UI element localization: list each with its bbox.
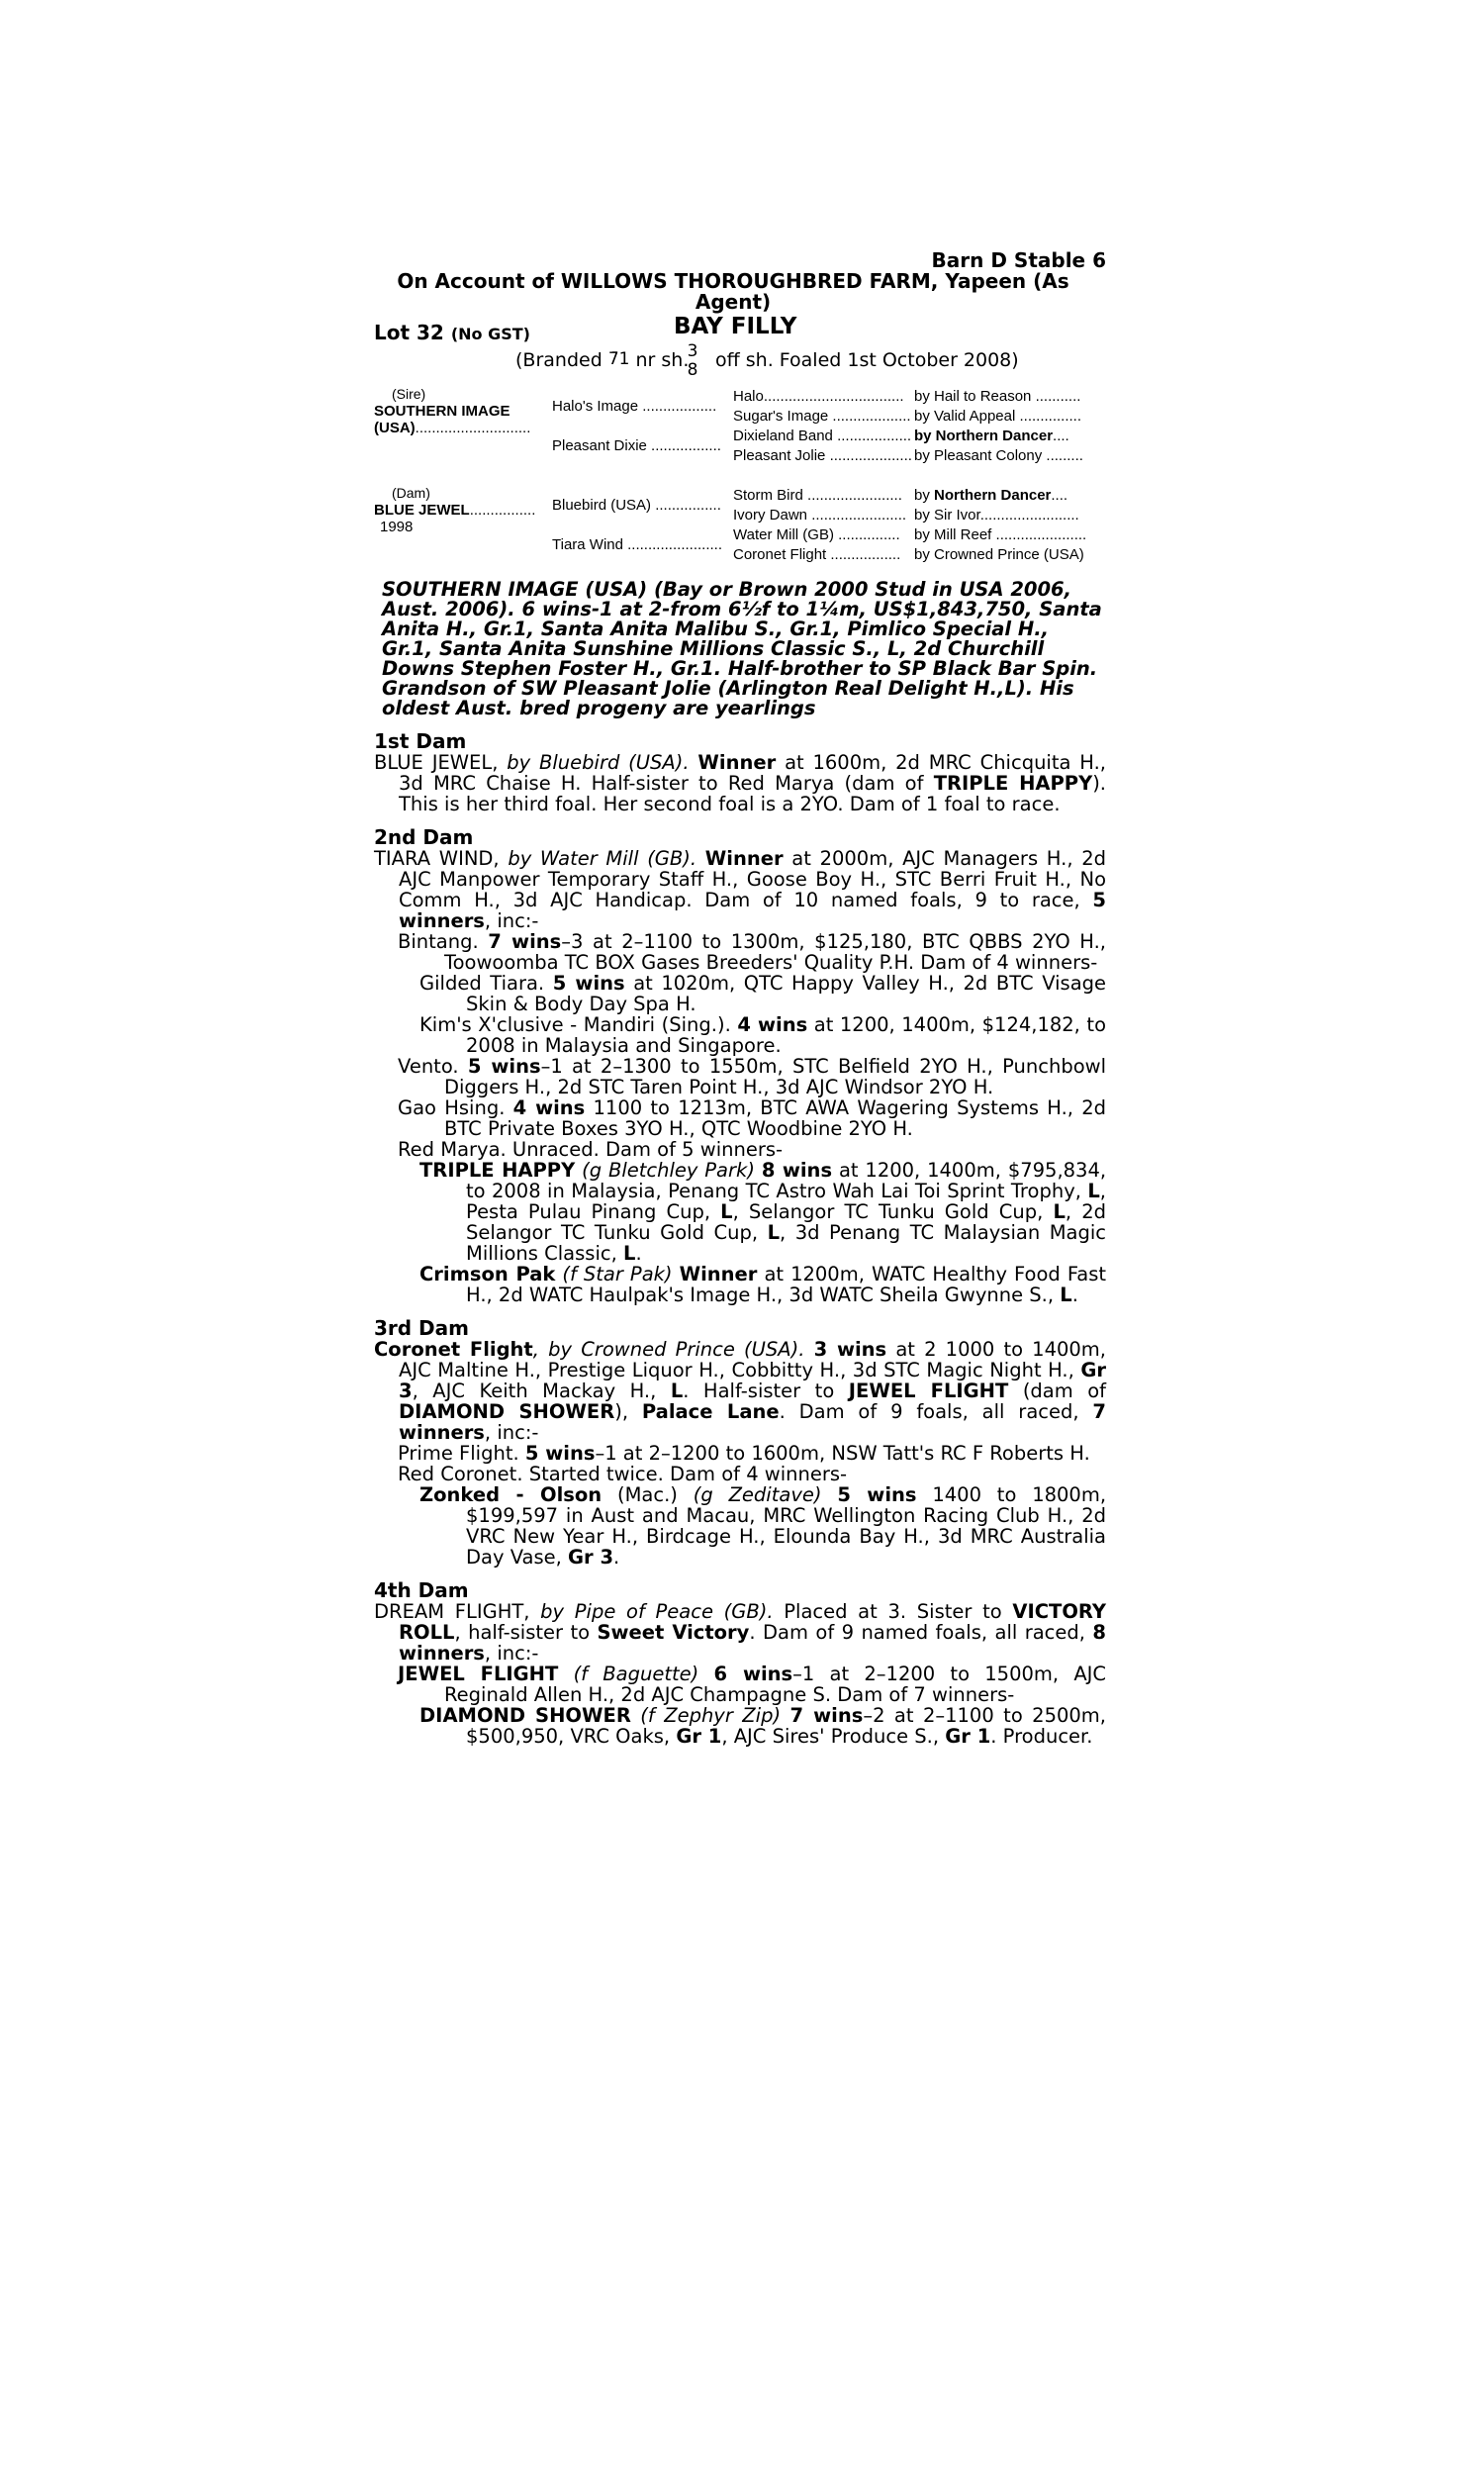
horse-sex-colour: BAY FILLY <box>674 314 797 339</box>
pedigree-g2-1: Halo's Image <box>552 397 639 415</box>
sire-summary: SOUTHERN IMAGE (USA) (Bay or Brown 2000 Stud in USA 2006, Aust. 2006). 6 wins-1 at 2-from 6½f to 1¼m, US$1,843,750, Santa Anita H., Gr.1, Santa Anita Malibu S., Gr.1, Pimlico Special H., Gr.1, Santa Anita Sunshine Millions Classic S., L, 2d Churchill Downs Stephen Foster H., Gr.1. Half-brother to SP Black Bar Spin. Grandson of SW Pleasant Jolie (Arlington Real Delight H.,L). His oldest Aust. bred progeny are yearlings <box>382 578 1102 719</box>
pedigree-g4-8: by Crowned Prince (USA) <box>914 545 1084 563</box>
third-dam-heading: 3rd Dam <box>374 1316 469 1340</box>
catalogue-page <box>374 250 1106 1747</box>
progeny-crimson-pak: Crimson Pak (f Star Pak) Winner at 1200m, WATC Healthy Food Fast H., 2d WATC Haulpak's Image H., 3d WATC Sheila Gwynne S., L. <box>419 1263 1107 1306</box>
second-dam-entry: TIARA WIND, by Water Mill (GB). Winner at 2000m, AJC Managers H., 2d AJC Manpower Temporary Staff H., Goose Boy H., STC Berri Fruit H., No Comm H., 3d AJC Handicap. Dam of 10 named foals, 9 to race, 5 winners, inc:- <box>374 847 1106 932</box>
pedigree-g4-4: by Pleasant Colony <box>914 446 1043 464</box>
progeny-gao-hsing: Gao Hsing. 4 wins 1100 to 1213m, BTC AWA Wagering Systems H., 2d BTC Private Boxes 3YO H., QTC Woodbine 2YO H. <box>398 1096 1106 1140</box>
second-dam-section <box>374 826 1106 1305</box>
progeny-red-coronet: Red Coronet. Started twice. Dam of 4 winners- <box>398 1463 848 1485</box>
brand-number: 3 8 <box>687 341 698 380</box>
pedigree-table: (Sire) SOUTHERN IMAGE (USA)............................ Halo's Image .................. Halo.................................. by Hail to Reason ........... Sugar's Image ................... by Valid Appeal ............... Pleasant Dixie ................. Dixieland Band .................. by Northern Dancer.... Pleasant Jolie .................... by Pleasant Colony ......... (Dam) BLUE JEWEL................ 1998 Bluebird (USA) ................ Storm Bird ....................... by Northern Dancer.... Ivory Dawn ....................... by Sir Ivor........................ Tiara Wind ....................... Water Mill (GB) ............... by Mill Reef ...................... Coronet Flight ................. by Crowned Prince (USA) <box>374 386 1087 563</box>
pedigree-g3-2: Sugar's Image <box>733 407 829 425</box>
progeny-jewel-flight: JEWEL FLIGHT (f Baguette) 6 wins–1 at 2–1200 to 1500m, AJC Reginald Allen H., 2d AJC Champagne S. Dam of 7 winners- <box>398 1663 1107 1706</box>
progeny-kims-xclusive: Kim's X'clusive - Mandiri (Sing.). 4 wins at 1200, 1400m, $124,182, to 2008 in Malaysia and Singapore. <box>419 1013 1106 1057</box>
third-dam-section <box>374 1317 1106 1568</box>
pedigree-g2-4: Tiara Wind <box>552 535 623 553</box>
progeny-vento: Vento. 5 wins–1 at 2–1300 to 1550m, STC Belfield 2YO H., Punchbowl Diggers H., 2d STC Taren Point H., 3d AJC Windsor 2YO H. <box>398 1055 1107 1098</box>
sire-name: SOUTHERN IMAGE <box>374 403 510 420</box>
pedigree-g3-4: Pleasant Jolie <box>733 446 826 464</box>
sire-label: (Sire) <box>392 386 426 402</box>
first-dam-heading: 1st Dam <box>374 729 467 753</box>
dam-name: BLUE JEWEL................ <box>374 502 536 519</box>
progeny-prime-flight: Prime Flight. 5 wins–1 at 2–1200 to 1600m, NSW Tatt's RC F Roberts H. <box>398 1442 1090 1465</box>
first-dam-section <box>374 730 1106 814</box>
pedigree-g4-1: by Hail to Reason <box>914 387 1032 405</box>
pedigree-g3-6: Ivory Dawn <box>733 506 808 523</box>
progeny-triple-happy: TRIPLE HAPPY (g Bletchley Park) 8 wins at 1200, 1400m, $795,834, to 2008 in Malaysia, Penang TC Astro Wah Lai Toi Sprint Trophy, L, Pesta Pulau Pinang Cup, L, Selangor TC Tunku Gold Cup, L, 2d Selangor TC Tunku Gold Cup, L, 3d Penang TC Malaysian Magic Millions Classic, L. <box>419 1159 1107 1265</box>
progeny-diamond-shower: DIAMOND SHOWER (f Zephyr Zip) 7 wins–2 at 2–1100 to 2500m, $500,950, VRC Oaks, Gr 1, AJC Sires' Produce S., Gr 1. Producer. <box>419 1704 1107 1748</box>
barn-stable: Barn D Stable 6 <box>931 248 1106 272</box>
third-dam-entry: Coronet Flight, by Crowned Prince (USA). 3 wins at 2 1000 to 1400m, AJC Maltine H., Prestige Liquor H., Cobbitty H., 3d STC Magic Night H., Gr 3, AJC Keith Mackay H., L. Half-sister to JEWEL FLIGHT (dam of DIAMOND SHOWER), Palace Lane. Dam of 9 foals, all raced, 7 winners, inc:- <box>374 1338 1107 1444</box>
brand-line: (Branded 7̄1 nr sh. 3 8 off sh. Foaled 1st October 2008) <box>515 341 1019 380</box>
gst-note: (No GST) <box>450 325 530 343</box>
fourth-dam-heading: 4th Dam <box>374 1578 469 1602</box>
brand-mark: 7̄1 <box>607 349 630 369</box>
fourth-dam-section <box>374 1579 1106 1747</box>
vendor-account: On Account of WILLOWS THOROUGHBRED FARM, Yapeen (As Agent) <box>397 269 1069 314</box>
pedigree-g3-1: Halo <box>733 387 764 405</box>
fourth-dam-entry: DREAM FLIGHT, by Pipe of Peace (GB). Placed at 3. Sister to VICTORY ROLL, half-sister to Sweet Victory. Dam of 9 named foals, all raced, 8 winners, inc:- <box>374 1600 1106 1665</box>
pedigree-g2-3: Bluebird (USA) <box>552 496 652 514</box>
pedigree-g3-3: Dixieland Band <box>733 427 833 444</box>
sire-cell <box>374 386 552 465</box>
progeny-gilded-tiara: Gilded Tiara. 5 wins at 1020m, QTC Happy Valley H., 2d BTC Visage Skin & Body Day Spa H. <box>419 972 1107 1015</box>
lot-number: Lot 32 (No GST) <box>374 321 530 344</box>
pedigree-g3-8: Coronet Flight <box>733 545 827 563</box>
second-dam-heading: 2nd Dam <box>374 825 474 849</box>
pedigree-g4-6: by Sir Ivor <box>914 506 980 523</box>
pedigree-g2-2: Pleasant Dixie <box>552 436 647 454</box>
progeny-zonked-olson: Zonked - Olson (Mac.) (g Zeditave) 5 wins 1400 to 1800m, $199,597 in Aust and Macau, MRC Wellington Racing Club H., 2d VRC New Year H., Birdcage H., Elounda Bay H., 3d MRC Australia Day Vase, Gr 3. <box>419 1483 1107 1569</box>
progeny-red-marya: Red Marya. Unraced. Dam of 5 winners- <box>398 1138 784 1161</box>
lot-row <box>374 314 1106 344</box>
progeny-bintang: Bintang. 7 wins–3 at 2–1100 to 1300m, $125,180, BTC QBBS 2YO H., Toowoomba TC BOX Gases Breeders' Quality P.H. Dam of 4 winners- <box>398 930 1107 974</box>
pedigree-g3-7: Water Mill (GB) <box>733 525 834 543</box>
dam-label: (Dam) <box>392 485 430 501</box>
dam-year: 1998 <box>380 519 414 535</box>
pedigree-g3-5: Storm Bird <box>733 486 803 504</box>
pedigree-g4-5: Northern Dancer <box>934 486 1052 504</box>
pedigree-g4-2: by Valid Appeal <box>914 407 1016 425</box>
pedigree-g4-3: by Northern Dancer <box>914 427 1054 444</box>
sire-country: (USA)............................ <box>374 420 531 436</box>
first-dam-entry: BLUE JEWEL, by Bluebird (USA). Winner at 1600m, 2d MRC Chicquita H., 3d MRC Chaise H. Half-sister to Red Marya (dam of TRIPLE HAPPY). This is her third foal. Her second foal is a 2YO. Dam of 1 foal to race. <box>374 751 1107 815</box>
pedigree-g4-7: by Mill Reef <box>914 525 992 543</box>
dam-cell <box>374 485 552 564</box>
